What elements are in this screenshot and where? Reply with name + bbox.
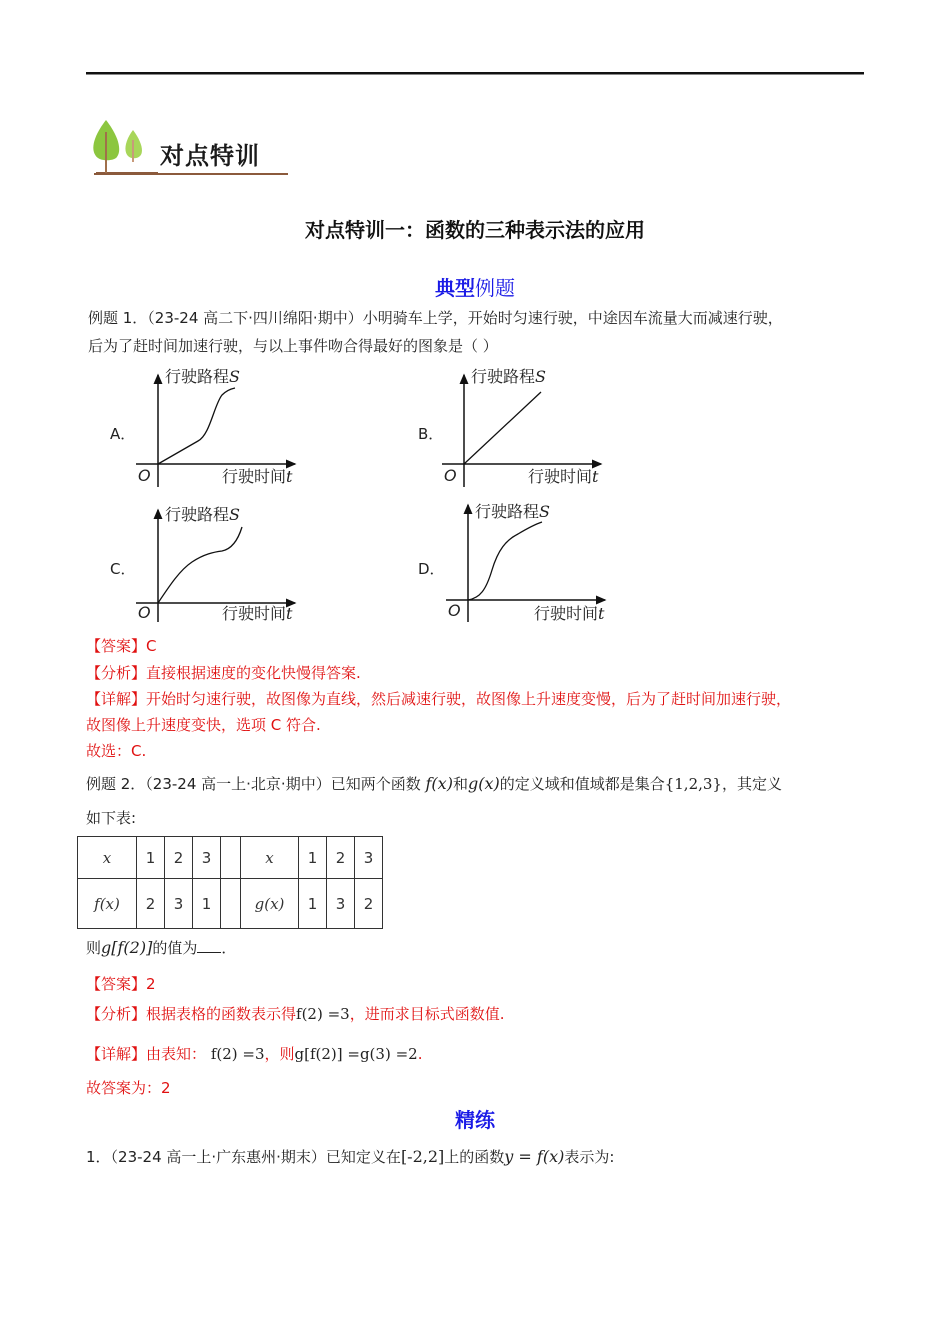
svg-text:O: O xyxy=(444,466,457,485)
table-f-label: f(x) xyxy=(78,879,137,929)
section-title-practice xyxy=(0,1104,950,1133)
math-y-eq-fx: y = f(x) xyxy=(504,1147,565,1166)
math-g-f2-result: g[f(2)] =g(3) =2 xyxy=(294,1045,418,1063)
analysis-tag: 【分析】 xyxy=(86,664,147,682)
question-end: ． xyxy=(221,939,237,957)
option-d-label[interactable]: D． xyxy=(418,560,445,578)
tree-icon xyxy=(88,118,158,178)
table-cell: 2 xyxy=(165,837,193,879)
example2-line2: 如下表: xyxy=(86,809,137,827)
section-title-bold: 精 xyxy=(455,1108,475,1132)
svg-text:行驶时间t: 行驶时间t xyxy=(222,467,293,486)
detail-tag: 【详解】 xyxy=(86,1045,147,1063)
math-interval: [-2,2] xyxy=(400,1147,445,1166)
example1-analysis xyxy=(86,663,361,683)
analysis-text-b: ，进而求目标式函数值. xyxy=(349,1005,505,1023)
function-table xyxy=(77,836,383,929)
question-text-a: 则 xyxy=(86,939,102,957)
math-set: {1,2,3} xyxy=(664,775,722,793)
answer-tag: 【答案】 xyxy=(86,975,147,993)
section-title-rest: 例题 xyxy=(475,276,515,300)
svg-text:行驶时间t: 行驶时间t xyxy=(534,604,605,623)
example2-text-a: 例题 2．（23-24 高一上·北京·期中）已知两个函数 xyxy=(86,775,421,793)
practice1-text-c: 表示为: xyxy=(564,1148,615,1166)
detail-end: . xyxy=(417,1045,423,1063)
example1-line1: 例题 1．（23-24 高二下·四川绵阳·期中）小明骑车上学，开始时匀速行驶，中途因车流量大而减速行驶， xyxy=(88,309,783,327)
banner-underline xyxy=(94,173,288,175)
graph-option-d xyxy=(440,500,630,625)
practice1-text-a: 1．（23-24 高一上·广东惠州·期末）已知定义在 xyxy=(86,1148,401,1166)
example2-and: 和 xyxy=(452,775,468,793)
table-cell: 3 xyxy=(193,837,221,879)
table-cell: 1 xyxy=(299,837,327,879)
svg-text:O: O xyxy=(138,603,151,622)
option-c-label[interactable]: C． xyxy=(110,560,136,578)
example1-detail xyxy=(86,689,791,709)
answer-tag: 【答案】 xyxy=(86,637,147,655)
page-title: 对点特训一：函数的三种表示法的应用 xyxy=(305,218,645,242)
example2-question xyxy=(86,938,236,958)
detail-tag: 【详解】 xyxy=(86,690,147,708)
question-text-b: 的值为 xyxy=(152,939,198,957)
table-cell: 3 xyxy=(165,879,193,929)
svg-text:行驶路程S: 行驶路程S xyxy=(471,367,546,386)
math-f2-eq-3: f(2) =3 xyxy=(210,1045,265,1063)
table-g-header: x xyxy=(241,837,299,879)
section-title-bold: 典型 xyxy=(435,276,475,300)
table-cell: 1 xyxy=(299,879,327,929)
table-cell: 1 xyxy=(193,879,221,929)
graph-option-b xyxy=(436,365,626,490)
table-cell: 3 xyxy=(355,837,383,879)
section-title-rest: 练 xyxy=(475,1108,495,1132)
example2-answer xyxy=(86,974,156,994)
banner-label: 对点特训 xyxy=(160,142,260,170)
answer-blank[interactable] xyxy=(197,938,221,953)
math-f2-eq-3: f(2) =3 xyxy=(296,1005,350,1023)
svg-text:O: O xyxy=(448,601,461,620)
example2-detail xyxy=(86,1044,422,1064)
analysis-text: 直接根据速度的变化快慢得答案. xyxy=(146,664,361,682)
table-cell: 3 xyxy=(327,879,355,929)
analysis-text-a: 根据表格的函数表示得 xyxy=(146,1005,297,1023)
example1-answer xyxy=(86,636,157,656)
section-banner xyxy=(88,118,288,178)
option-b-label[interactable]: B． xyxy=(418,425,444,443)
math-g-x: g(x) xyxy=(467,774,500,793)
graph-option-a xyxy=(130,365,320,490)
graph-option-c xyxy=(130,500,320,625)
example2-text-c: ，其定义 xyxy=(721,775,782,793)
answer-value: C xyxy=(146,637,157,655)
svg-text:行驶路程S: 行驶路程S xyxy=(165,505,240,524)
header-rule xyxy=(86,72,864,74)
example2-final: 故答案为：2 xyxy=(86,1079,171,1097)
example1-detail-line2: 故图像上升速度变快，选项 C 符合. xyxy=(86,716,321,734)
table-cell: 2 xyxy=(137,879,165,929)
practice1-text-b: 上的函数 xyxy=(444,1148,505,1166)
svg-text:O: O xyxy=(138,466,151,485)
math-g-f-2: g[f(2)] xyxy=(101,938,153,957)
answer-value: 2 xyxy=(146,975,156,993)
example2-text-b: 的定义域和值域都是集合 xyxy=(499,775,665,793)
detail-text-b: ，则 xyxy=(264,1045,295,1063)
table-cell: 2 xyxy=(355,879,383,929)
practice1-text xyxy=(86,1147,614,1167)
table-cell: 1 xyxy=(137,837,165,879)
example2-analysis xyxy=(86,1004,505,1024)
table-cell: 2 xyxy=(327,837,355,879)
table-spacer xyxy=(221,879,241,929)
detail-text-a: 由表知： xyxy=(146,1045,207,1063)
svg-text:行驶时间t: 行驶时间t xyxy=(222,604,293,623)
svg-text:行驶时间t: 行驶时间t xyxy=(528,467,599,486)
math-f-x: f(x) xyxy=(425,774,453,793)
option-a-label[interactable]: A． xyxy=(110,425,136,443)
svg-text:行驶路程S: 行驶路程S xyxy=(165,367,240,386)
example1-choice: 故选：C. xyxy=(86,742,147,760)
svg-text:行驶路程S: 行驶路程S xyxy=(475,502,550,521)
table-spacer xyxy=(221,837,241,879)
example2-line1 xyxy=(86,774,782,794)
table-g-label: g(x) xyxy=(241,879,299,929)
section-title-examples xyxy=(0,272,950,301)
example1-line2: 后为了赶时间加速行驶，与以上事件吻合得最好的图象是（ ） xyxy=(88,337,498,355)
detail-text: 开始时匀速行驶，故图像为直线，然后减速行驶，故图像上升速度变慢，后为了赶时间加速行驶， xyxy=(146,690,792,708)
table-f-header: x xyxy=(78,837,137,879)
analysis-tag: 【分析】 xyxy=(86,1005,147,1023)
